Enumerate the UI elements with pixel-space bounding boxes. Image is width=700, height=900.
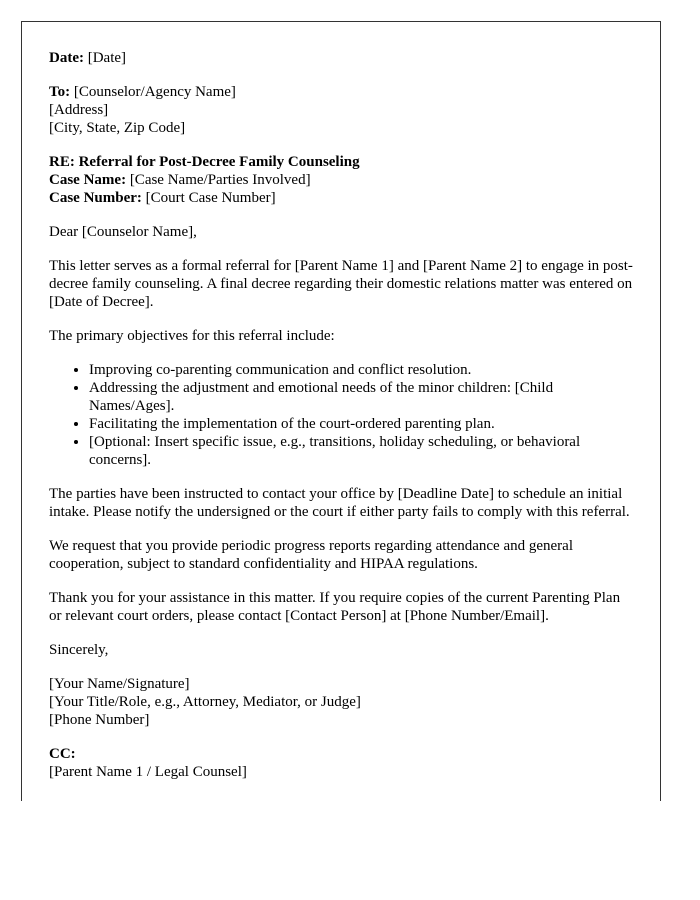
intro-paragraph: This letter serves as a formal referral for [Parent Name 1] and [Parent Name 2] to engage in post-decree family counseling. A final decree regarding their domestic relations matter was entered on [Date of Decree].: [49, 258, 633, 310]
case-name-line: [49, 171, 634, 189]
recipient-city: [City, State, Zip Code]: [49, 120, 186, 136]
re-subject: RE: Referral for Post-Decree Family Counseling: [49, 154, 360, 170]
letter-page: [21, 21, 661, 801]
list-item: • Facilitating the implementation of the court-ordered parenting plan.: [89, 415, 634, 433]
recipient-label: To:: [49, 84, 71, 100]
salutation: Dear [Counselor Name],: [49, 224, 197, 240]
case-number-label: Case Number:: [49, 190, 142, 206]
case-number-value: [Court Case Number]: [145, 190, 276, 206]
objectives-list: [49, 361, 634, 469]
case-name-value: [Case Name/Parties Involved]: [129, 172, 311, 188]
list-item: • [Optional: Insert specific issue, e.g., transitions, holiday scheduling, or behavioral concerns].: [89, 433, 634, 469]
date-label: Date:: [49, 50, 84, 66]
signature-name: [Your Name/Signature]: [49, 676, 190, 692]
recipient-name: [Counselor/Agency Name]: [73, 84, 236, 100]
closing: Sincerely,: [49, 642, 109, 658]
case-name-label: Case Name:: [49, 172, 127, 188]
list-item: • Addressing the adjustment and emotional needs of the minor children: [Child Names/Ages].: [89, 379, 634, 415]
letter-body: [49, 49, 634, 781]
signature-phone: [Phone Number]: [49, 712, 150, 728]
reports-paragraph: We request that you provide periodic progress reports regarding attendance and general cooperation, subject to standard confidentiality and HIPAA regulations.: [49, 538, 574, 572]
objectives-intro: The primary objectives for this referral include:: [49, 328, 335, 344]
signature-title: [Your Title/Role, e.g., Attorney, Mediator, or Judge]: [49, 694, 361, 710]
re-block: [49, 153, 634, 207]
signature-block: [49, 675, 634, 729]
recipient-address: [Address]: [49, 102, 109, 118]
case-number-line: [49, 189, 634, 207]
instructions-paragraph: The parties have been instructed to contact your office by [Deadline Date] to schedule an initial intake. Please notify the undersigned or the court if either party fails to comply with this referral.: [49, 486, 630, 520]
cc-first: [Parent Name 1 / Legal Counsel]: [49, 764, 247, 780]
thanks-paragraph: Thank you for your assistance in this matter. If you require copies of the current Parenting Plan or relevant court orders, please contact [Contact Person] at [Phone Number/Email].: [49, 590, 621, 624]
date-line: [49, 49, 634, 67]
cc-block: [49, 745, 634, 781]
cc-label: CC:: [49, 746, 76, 762]
recipient-name-line: [49, 83, 634, 101]
recipient-block: [49, 83, 634, 137]
date-value: [Date]: [87, 50, 127, 66]
list-item: • Improving co-parenting communication and conflict resolution.: [89, 361, 634, 379]
